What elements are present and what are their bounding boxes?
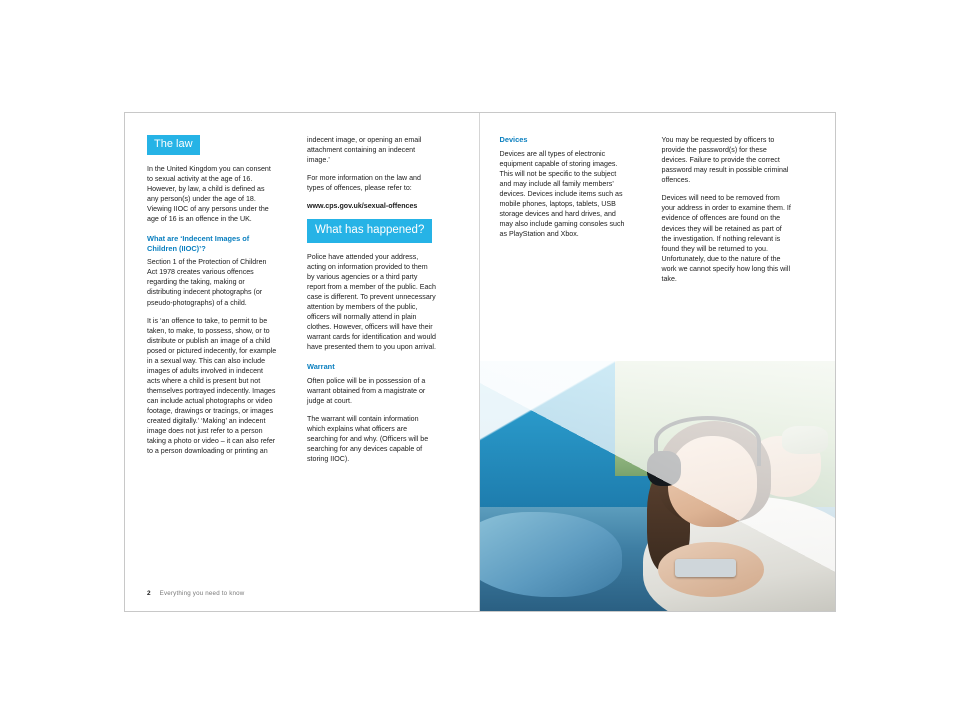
paragraph-continued: indecent image, or opening an email attachment containing an indecent image.’ (307, 136, 422, 165)
paragraph-devices: Devices are all types of electronic equipment capable of storing images. This will not be specific to the subject and may include all family members’ devices. Devices include items such as mobile phones, laptops, tablets, USB storage devices and hard drives, and may also include gaming consoles such as PlayStation and Xbox. (499, 149, 625, 239)
page-footer (147, 590, 244, 597)
subheading-devices: Devices (499, 135, 528, 144)
cps-link[interactable]: www.cps.gov.uk/sexual-offences (307, 202, 418, 211)
right-page-column-1 (500, 135, 630, 239)
footer-text: Everything you need to know (159, 590, 245, 597)
left-page (125, 113, 480, 611)
headphone-ear-cup (647, 451, 681, 486)
page-number: 2 (147, 590, 151, 597)
right-page-column-2 (662, 135, 792, 284)
right-page (480, 113, 836, 611)
paragraph-device-removal: Devices will need to be removed from your address in order to examine them. If evidence of offences are found on the devices they will be retained as part of the investigation. If nothing relevant is found they will be returned to you. Unfortunately, due to the nature of the work we cannot specify how long this will take. (661, 194, 791, 283)
brochure-spread (124, 112, 836, 612)
paragraph-iioc-2: It is ‘an offence to take, to permit to be taken, to make, to possess, show, or to distribute or publish an image of a child posed or pictured indecently, for example in a sexual way. This can also include images of adults involved in indecent acts where a child is present but not themselves portrayed indecently. Images can include actual photographs or video footage, drawings or tracings, or images created digitally.’ ‘Making’ an indecent image does not just refer to a person taking a photo or video – it can also refer to a person downloading or printing an (147, 316, 277, 456)
spread-container (125, 113, 835, 611)
photo-smartphone (675, 559, 736, 577)
paragraph-warrant-2: The warrant will contain information which explains what officers are searching for and why. (Officers will be searching for any devices capable of storing IIOC). (307, 415, 429, 464)
subheading-warrant: Warrant (307, 362, 335, 372)
paragraph-the-law: In the United Kingdom you can consent to sexual activity at the age of 16. However, by law, a child is defined as any person(s) under the age of 18. Viewing IIOC of any persons under the age of 16 is an offence in the UK. (147, 164, 271, 223)
paragraph-passwords: You may be requested by officers to provide the password(s) for these devices. Failure to provide the correct password may result in possible criminal offences. (661, 136, 789, 185)
girl-with-headphones-using-phone-photo (480, 361, 836, 611)
photo-sock (782, 426, 828, 454)
heading-what-has-happened: What has happened? (307, 219, 432, 242)
paragraph-police-attendance: Police have attended your address, acting on information provided to them by various agencies or a third party report from a member of the public. Each case is different. To prevent unnecessary attention by members of the public, officers will normally attend in plain clothes. However, officers will have their warrant cards for identification and would have presented them to you upon arrival. (307, 252, 436, 352)
paragraph-warrant-1: Often police will be in possession of a warrant obtained from a magistrate or judge at court. (307, 377, 426, 406)
subheading-indecent-images: What are ‘Indecent Images of Children (IIOC)’? (147, 234, 250, 253)
heading-the-law: The law (147, 135, 200, 155)
left-page-column-2 (307, 135, 437, 465)
paragraph-more-information: For more information on the law and types of offences, please refer to: (307, 174, 421, 193)
paragraph-iioc-1: Section 1 of the Protection of Children Act 1978 creates various offences regarding the taking, making or distributing indecent photographs (or pseudo-photographs) of a child. (147, 258, 267, 307)
left-page-column-1 (147, 135, 277, 456)
